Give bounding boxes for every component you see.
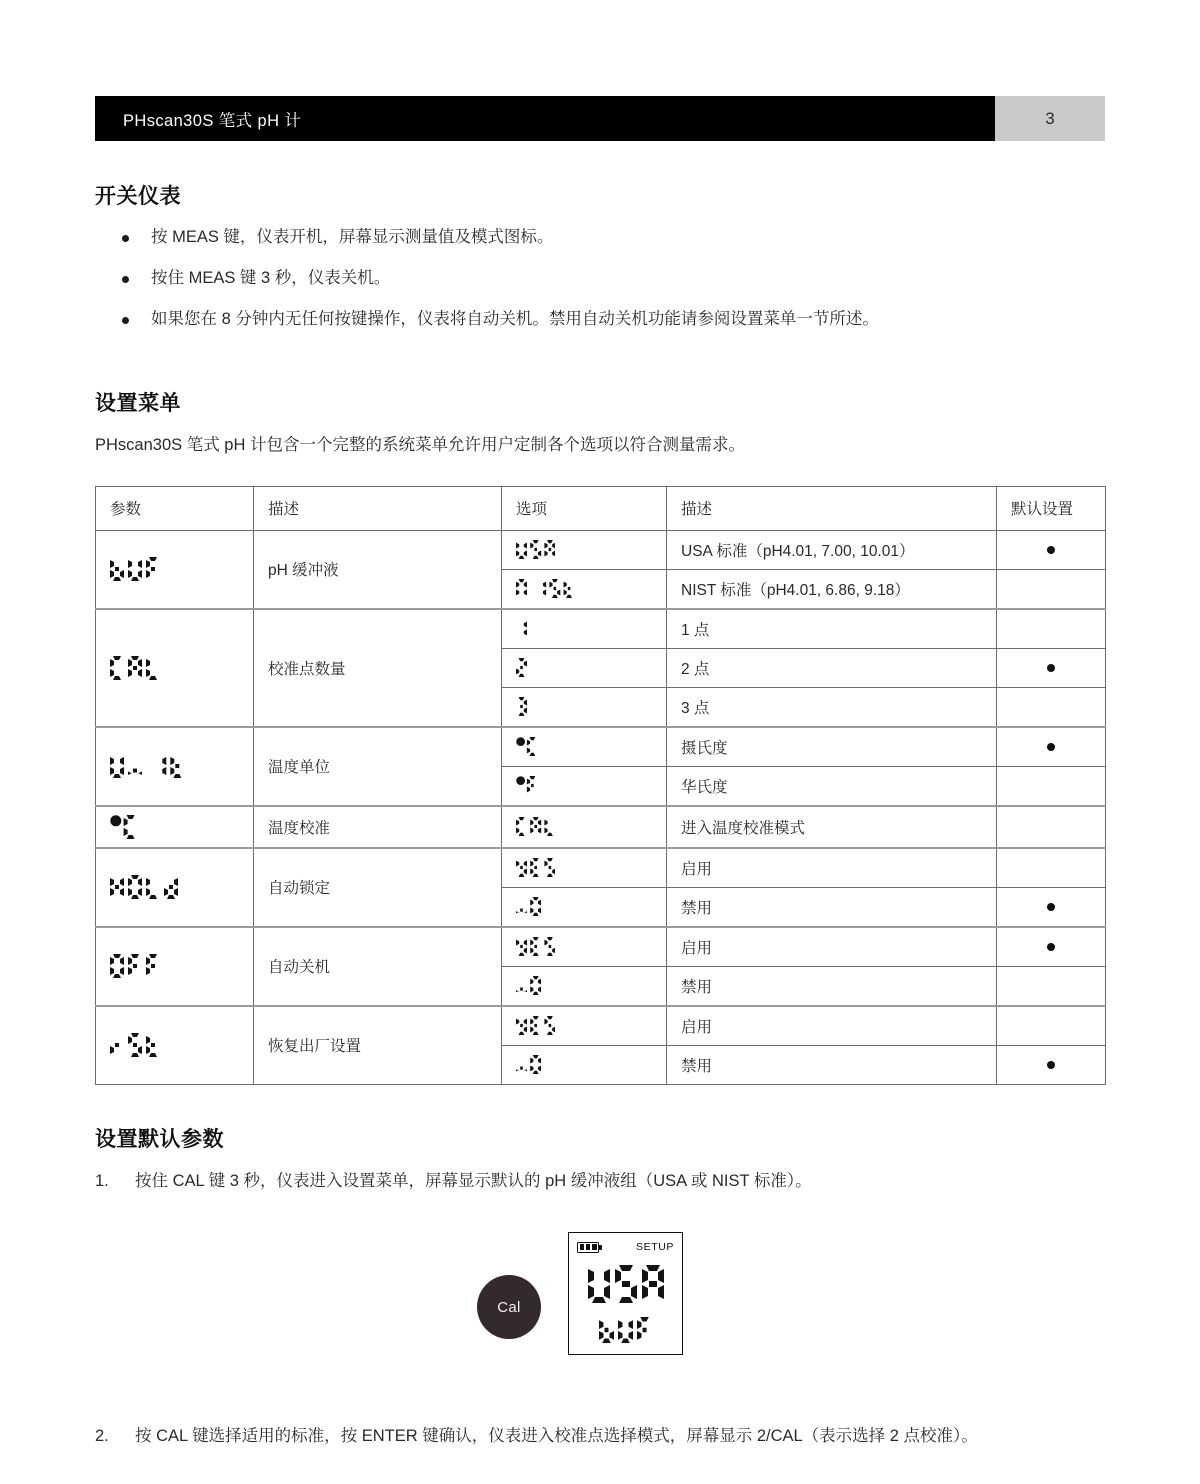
parameter-code-cell [96, 1006, 254, 1085]
parameter-description-cell: 温度校准 [254, 806, 502, 848]
lcd-glyph-hold [110, 875, 178, 899]
lcd-glyph-buf [110, 557, 160, 581]
default-dot-icon [1047, 743, 1055, 751]
parameter-description-cell: pH 缓冲液 [254, 530, 502, 609]
list-item [95, 1424, 1105, 1449]
default-setting-cell [997, 648, 1106, 687]
option-code-cell [502, 806, 667, 848]
step-number: 1. [95, 1171, 109, 1190]
default-setting-cell [997, 530, 1106, 569]
list-item [95, 1169, 1105, 1194]
default-dot-icon [1047, 546, 1055, 554]
lcd-main-segments [588, 1265, 664, 1303]
column-header-description: 描述 [254, 486, 502, 530]
cal-button-label: Cal [497, 1298, 521, 1316]
default-setting-cell [997, 966, 1106, 1006]
option-code-cell [502, 687, 667, 727]
default-setting-cell [997, 887, 1106, 927]
page-number: 3 [1045, 108, 1055, 128]
lcd-glyph-nist [516, 579, 575, 598]
header-title-bar [95, 96, 995, 141]
column-header-option: 选项 [502, 486, 667, 530]
device-display-figure [95, 1227, 1105, 1402]
option-description-cell: 禁用 [667, 887, 997, 927]
option-description-cell: 进入温度校准模式 [667, 806, 997, 848]
lcd-screen [568, 1232, 683, 1355]
lcd-sub-value [569, 1317, 682, 1343]
option-description-cell: NIST 标准（pH4.01, 6.86, 9.18） [667, 569, 997, 609]
lcd-glyph-2 [516, 658, 527, 677]
lcd-glyph-yes [516, 1016, 555, 1035]
table-row [96, 1006, 1106, 1046]
default-setting-cell [997, 1006, 1106, 1046]
option-code-cell [502, 887, 667, 927]
option-code-cell [502, 530, 667, 569]
battery-bar [580, 1244, 585, 1250]
table-row [96, 727, 1106, 767]
default-params-steps-2 [95, 1424, 1105, 1449]
default-setting-cell [997, 687, 1106, 727]
option-code-cell [502, 1006, 667, 1046]
page-header [95, 96, 1105, 141]
default-setting-cell [997, 727, 1106, 767]
table-header-row [96, 486, 1106, 530]
column-header-parameter: 参数 [96, 486, 254, 530]
parameter-code-cell [96, 727, 254, 806]
lcd-main-value [569, 1265, 682, 1303]
spacer [95, 349, 1105, 387]
default-dot-icon [1047, 903, 1055, 911]
default-dot-icon [1047, 1061, 1055, 1069]
parameter-code-cell [96, 848, 254, 927]
parameter-description-cell: 恢复出厂设置 [254, 1006, 502, 1085]
option-description-cell: 摄氏度 [667, 727, 997, 767]
heading-power-onoff: 开关仪表 [95, 185, 181, 208]
battery-bar [592, 1244, 597, 1250]
lcd-glyph-degc [516, 737, 538, 756]
option-description-cell: USA 标准（pH4.01, 7.00, 10.01） [667, 530, 997, 569]
option-description-cell: 1 点 [667, 609, 997, 649]
parameter-code-cell [96, 806, 254, 848]
step-text: 按住 CAL 键 3 秒，仪表进入设置菜单，屏幕显示默认的 pH 缓冲液组（USA 或 NIST 标准）。 [135, 1171, 812, 1190]
lcd-glyph-degc [110, 815, 138, 839]
option-description-cell: 禁用 [667, 966, 997, 1006]
option-description-cell: 启用 [667, 848, 997, 888]
default-setting-cell [997, 609, 1106, 649]
table-row [96, 530, 1106, 569]
option-description-cell: 启用 [667, 927, 997, 967]
setup-menu-table-body [96, 530, 1106, 1084]
power-bullet-list [95, 226, 1105, 332]
step-number: 2. [95, 1427, 109, 1446]
cal-button-illustration [477, 1275, 541, 1339]
default-setting-cell [997, 806, 1106, 848]
lcd-glyph-off [110, 954, 160, 978]
option-description-cell: 2 点 [667, 648, 997, 687]
lcd-glyph-yes [516, 937, 555, 956]
default-setting-cell [997, 848, 1106, 888]
column-header-default: 默认设置 [997, 486, 1106, 530]
option-code-cell [502, 848, 667, 888]
page-title: PHscan30S 笔式 pH 计 [123, 111, 302, 130]
parameter-description-cell: 自动关机 [254, 927, 502, 1006]
option-description-cell: 华氏度 [667, 766, 997, 806]
battery-bar [586, 1244, 591, 1250]
list-item: 按 MEAS 键，仪表开机，屏幕显示测量值及模式图标。 [95, 226, 1105, 250]
page-number-box [995, 96, 1105, 141]
default-setting-cell [997, 1045, 1106, 1084]
setup-menu-intro: PHscan30S 笔式 pH 计包含一个完整的系统菜单允许用户定制各个选项以符合测量需求。 [95, 435, 745, 454]
option-code-cell [502, 609, 667, 649]
column-header-option-desc: 描述 [667, 486, 997, 530]
setup-indicator-label: SETUP [635, 1241, 674, 1254]
lcd-glyph-1 [516, 619, 527, 638]
spacer [95, 1085, 1105, 1123]
lcd-glyph-no [516, 1055, 541, 1074]
default-params-steps-1 [95, 1169, 1105, 1194]
page-content [95, 180, 1105, 1449]
list-item: 按住 MEAS 键 3 秒，仪表关机。 [95, 267, 1105, 291]
option-code-cell [502, 569, 667, 609]
option-description-cell: 禁用 [667, 1045, 997, 1084]
option-description-cell: 启用 [667, 1006, 997, 1046]
lcd-glyph-usa [516, 540, 555, 559]
option-code-cell [502, 927, 667, 967]
default-setting-cell [997, 766, 1106, 806]
battery-icon [577, 1242, 599, 1253]
lcd-glyph-cal [516, 817, 555, 836]
list-item: 如果您在 8 分钟内无任何按键操作，仪表将自动关机。禁用自动关机功能请参阅设置菜单一节所述。 [95, 308, 1105, 332]
table-row [96, 927, 1106, 967]
table-row [96, 609, 1106, 649]
lcd-glyph-yes [516, 858, 555, 877]
lcd-glyph-cal [110, 656, 160, 680]
option-code-cell [502, 1045, 667, 1084]
lcd-glyph-3 [516, 697, 527, 716]
step-text: 按 CAL 键选择适用的标准，按 ENTER 键确认，仪表进入校准点选择模式，屏幕显示 2/CAL（表示选择 2 点校准）。 [135, 1427, 978, 1446]
parameter-description-cell: 温度单位 [254, 727, 502, 806]
lcd-glyph-degf [516, 776, 538, 795]
lcd-sub-segments [599, 1317, 652, 1343]
table-row [96, 806, 1106, 848]
spacer [95, 1402, 1105, 1424]
option-description-cell: 3 点 [667, 687, 997, 727]
lcd-status-row [569, 1239, 682, 1255]
lcd-glyph-no [516, 897, 541, 916]
option-code-cell [502, 648, 667, 687]
option-code-cell [502, 966, 667, 1006]
heading-default-params: 设置默认参数 [95, 1127, 224, 1151]
default-setting-cell [997, 569, 1106, 609]
lcd-glyph-rst [110, 1033, 160, 1057]
parameter-description-cell: 自动锁定 [254, 848, 502, 927]
lcd-glyph-unit [110, 754, 184, 778]
parameter-code-cell [96, 530, 254, 609]
table-row [96, 848, 1106, 888]
heading-setup-menu: 设置菜单 [95, 391, 181, 415]
parameter-code-cell [96, 609, 254, 727]
parameter-description-cell: 校准点数量 [254, 609, 502, 727]
option-code-cell [502, 766, 667, 806]
lcd-glyph-no [516, 976, 541, 995]
parameter-code-cell [96, 927, 254, 1006]
option-code-cell [502, 727, 667, 767]
default-setting-cell [997, 927, 1106, 967]
default-dot-icon [1047, 943, 1055, 951]
setup-menu-table [95, 486, 1106, 1085]
default-dot-icon [1047, 664, 1055, 672]
